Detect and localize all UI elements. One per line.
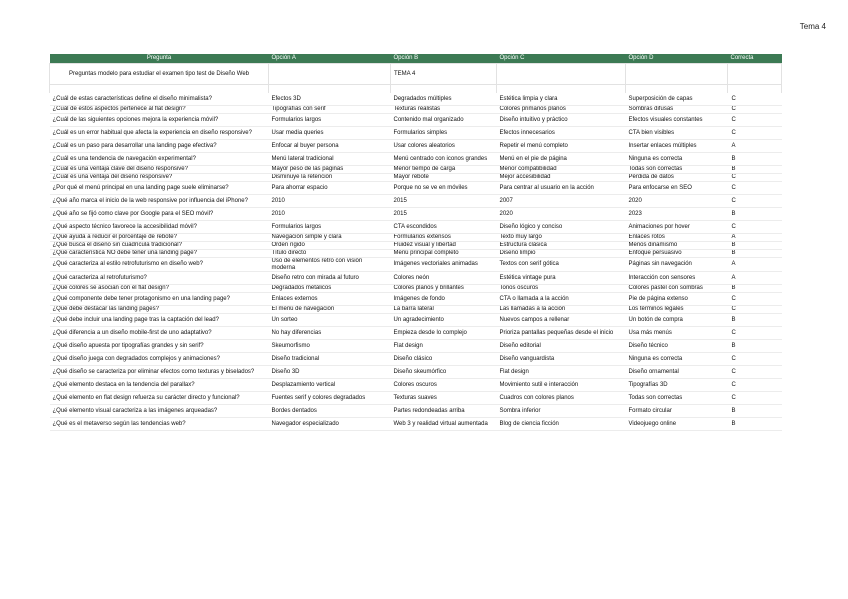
table-row — [50, 140, 782, 153]
option-b-cell: Empieza desde lo complejo — [391, 327, 497, 340]
option-a-cell: Título directo — [269, 250, 391, 258]
option-a-cell: El menú de navegación — [269, 306, 391, 314]
option-b-cell: Texturas suaves — [391, 392, 497, 405]
option-d-cell: Usa más menús — [626, 327, 728, 340]
option-a-cell: Formularios largos — [269, 114, 391, 127]
option-d-cell: CTA bien visibles — [626, 127, 728, 140]
option-c-cell: Diseño lógico y conciso — [497, 221, 626, 234]
table-row — [50, 340, 782, 353]
option-d-cell: Formato circular — [626, 405, 728, 418]
option-a-cell: Navegador especializado — [269, 418, 391, 431]
option-a-cell: Skeumorfismo — [269, 340, 391, 353]
option-b-cell: Formularios extensos — [391, 234, 497, 242]
option-b-cell: Menú principal completo — [391, 250, 497, 258]
question-cell: ¿Qué diseño se caracteriza por eliminar efectos como texturas y biselados? — [50, 366, 269, 379]
meta-row — [50, 64, 782, 85]
question-cell: ¿Qué ayuda a reducir el porcentaje de rebote? — [50, 234, 269, 242]
option-c-cell: CTA o llamada a la acción — [497, 293, 626, 306]
option-d-cell: Ninguna es correcta — [626, 353, 728, 366]
option-d-cell: Todas son correctas — [626, 166, 728, 174]
table-row — [50, 153, 782, 166]
option-d-cell: Sombras difusas — [626, 106, 728, 114]
question-cell: ¿Cuál es una ventaja clave del diseño responsive? — [50, 166, 269, 174]
question-cell: ¿Por qué el menú principal en una landing page suele eliminarse? — [50, 182, 269, 195]
option-a-cell: Diseño 3D — [269, 366, 391, 379]
correct-answer-cell: B — [728, 242, 782, 250]
table-row — [50, 272, 782, 285]
question-cell: ¿Cuál es una ventaja del diseño responsive? — [50, 174, 269, 182]
option-b-cell: Formularios simples — [391, 127, 497, 140]
correct-answer-cell: C — [728, 392, 782, 405]
option-a-cell: Desplazamiento vertical — [269, 379, 391, 392]
table-row — [50, 379, 782, 392]
table-row — [50, 106, 782, 114]
column-header-option-d: Opción D — [626, 54, 728, 64]
table-row — [50, 293, 782, 306]
option-c-cell: Para centrar al usuario en la acción — [497, 182, 626, 195]
option-c-cell: Sombra inferior — [497, 405, 626, 418]
table-row — [50, 234, 782, 242]
correct-answer-cell: C — [728, 221, 782, 234]
correct-answer-cell: C — [728, 195, 782, 208]
table-row — [50, 195, 782, 208]
option-d-cell: Menos dinamismo — [626, 242, 728, 250]
option-a-cell: Usar media queries — [269, 127, 391, 140]
option-b-cell: Imágenes de fondo — [391, 293, 497, 306]
option-a-cell: Navegación simple y clara — [269, 234, 391, 242]
table-row — [50, 258, 782, 272]
correct-answer-cell: A — [728, 258, 782, 272]
option-a-cell: Diseño retro con mirada al futuro — [269, 272, 391, 285]
questions-table — [49, 54, 782, 431]
option-c-cell: Menor compatibilidad — [497, 166, 626, 174]
table-row — [50, 221, 782, 234]
correct-answer-cell: C — [728, 106, 782, 114]
option-a-cell: Diseño tradicional — [269, 353, 391, 366]
option-c-cell: Flat design — [497, 366, 626, 379]
questions-body — [50, 93, 782, 431]
question-cell: ¿Qué debe destacar las landing pages? — [50, 306, 269, 314]
option-b-cell: Web 3 y realidad virtual aumentada — [391, 418, 497, 431]
option-b-cell: 2015 — [391, 208, 497, 221]
option-b-cell: Un agradecimiento — [391, 314, 497, 327]
table-row — [50, 306, 782, 314]
option-a-cell: No hay diferencias — [269, 327, 391, 340]
table-row — [50, 127, 782, 140]
option-b-cell: Colores oscuros — [391, 379, 497, 392]
option-c-cell: 2007 — [497, 195, 626, 208]
option-d-cell: Páginas sin navegación — [626, 258, 728, 272]
option-c-cell: Colores primarios planos — [497, 106, 626, 114]
option-d-cell: Animaciones por hover — [626, 221, 728, 234]
correct-answer-cell: A — [728, 272, 782, 285]
correct-answer-cell: C — [728, 327, 782, 340]
column-header-row — [50, 54, 782, 64]
correct-answer-cell: C — [728, 379, 782, 392]
option-c-cell: Mejor accesibilidad — [497, 174, 626, 182]
option-c-cell: Tonos oscuros — [497, 285, 626, 293]
table-row — [50, 114, 782, 127]
option-c-cell: Diseño vanguardista — [497, 353, 626, 366]
option-c-cell: Texto muy largo — [497, 234, 626, 242]
option-b-cell: Usar colores aleatorios — [391, 140, 497, 153]
correct-answer-cell: C — [728, 366, 782, 379]
table-row — [50, 353, 782, 366]
option-a-cell: Un sorteo — [269, 314, 391, 327]
option-a-cell: Menú lateral tradicional — [269, 153, 391, 166]
option-c-cell: Las llamadas a la acción — [497, 306, 626, 314]
question-sheet — [49, 54, 781, 431]
question-cell: ¿Qué diseño juega con degradados complejos y animaciones? — [50, 353, 269, 366]
option-d-cell: Tipografías 3D — [626, 379, 728, 392]
option-d-cell: Interacción con sensores — [626, 272, 728, 285]
option-a-cell: Fuentes serif y colores degradados — [269, 392, 391, 405]
option-b-cell: Degradados múltiples — [391, 93, 497, 106]
table-row — [50, 242, 782, 250]
option-d-cell: Ninguna es correcta — [626, 153, 728, 166]
tema-label: TEMA 4 — [391, 64, 497, 85]
option-a-cell: Enlaces externos — [269, 293, 391, 306]
question-cell: ¿Qué caracteriza al retrofuturismo? — [50, 272, 269, 285]
option-c-cell: Efectos innecesarios — [497, 127, 626, 140]
table-row — [50, 418, 782, 431]
question-cell: ¿Qué característica NO debe tener una landing page? — [50, 250, 269, 258]
question-cell: ¿Qué es el metaverso según las tendencias web? — [50, 418, 269, 431]
table-row — [50, 405, 782, 418]
table-row — [50, 182, 782, 195]
option-c-cell: Estética vintage pura — [497, 272, 626, 285]
option-c-cell: Diseño intuitivo y práctico — [497, 114, 626, 127]
option-b-cell: Fluidez visual y libertad — [391, 242, 497, 250]
question-cell: ¿Qué año marca el inicio de la web responsive por influencia del iPhone? — [50, 195, 269, 208]
correct-answer-cell: B — [728, 405, 782, 418]
correct-answer-cell: C — [728, 306, 782, 314]
option-d-cell: Enfoque persuasivo — [626, 250, 728, 258]
option-a-cell: Enfocar al buyer persona — [269, 140, 391, 153]
option-d-cell: Pérdida de datos — [626, 174, 728, 182]
option-a-cell: 2010 — [269, 208, 391, 221]
question-cell: ¿Cuál de estos aspectos pertenece al flat design? — [50, 106, 269, 114]
option-b-cell: La barra lateral — [391, 306, 497, 314]
table-row — [50, 327, 782, 340]
column-header-option-c: Opción C — [497, 54, 626, 64]
option-d-cell: Todas son correctas — [626, 392, 728, 405]
option-d-cell: Pie de página extenso — [626, 293, 728, 306]
option-c-cell: Prioriza pantallas pequeñas desde el inicio — [497, 327, 626, 340]
option-a-cell: Mayor peso de las páginas — [269, 166, 391, 174]
page-header: Tema 4 — [799, 22, 826, 31]
correct-answer-cell: B — [728, 340, 782, 353]
option-d-cell: Enlaces rotos — [626, 234, 728, 242]
option-c-cell: Estética limpia y clara — [497, 93, 626, 106]
table-row — [50, 208, 782, 221]
option-a-cell: Formularios largos — [269, 221, 391, 234]
question-cell: ¿Qué diseño apuesta por tipografías grandes y sin serif? — [50, 340, 269, 353]
option-b-cell: Contenido mal organizado — [391, 114, 497, 127]
question-cell: ¿Cuál es un error habitual que afecta la experiencia en diseño responsive? — [50, 127, 269, 140]
question-cell: ¿Qué diferencia a un diseño mobile-first de uno adaptativo? — [50, 327, 269, 340]
option-d-cell: Un botón de compra — [626, 314, 728, 327]
option-d-cell: Para enfocarse en SEO — [626, 182, 728, 195]
option-b-cell: Colores planos y brillantes — [391, 285, 497, 293]
correct-answer-cell: A — [728, 234, 782, 242]
question-cell: ¿Qué caracteriza al estilo retrofuturismo en diseño web? — [50, 258, 269, 272]
option-c-cell: 2020 — [497, 208, 626, 221]
option-a-cell: Para ahorrar espacio — [269, 182, 391, 195]
option-c-cell: Diseño editorial — [497, 340, 626, 353]
option-c-cell: Movimiento sutil e interacción — [497, 379, 626, 392]
question-cell: ¿Qué elemento visual caracteriza a las imágenes arqueadas? — [50, 405, 269, 418]
table-row — [50, 392, 782, 405]
option-d-cell: Superposición de capas — [626, 93, 728, 106]
correct-answer-cell: C — [728, 293, 782, 306]
option-b-cell: Partes redondeadas arriba — [391, 405, 497, 418]
option-b-cell: Mayor rebote — [391, 174, 497, 182]
option-b-cell: Menor tiempo de carga — [391, 166, 497, 174]
question-cell: ¿Qué elemento en flat design refuerza su carácter directo y funcional? — [50, 392, 269, 405]
table-row — [50, 366, 782, 379]
option-b-cell: Diseño clásico — [391, 353, 497, 366]
column-header-option-a: Opción A — [269, 54, 391, 64]
option-b-cell: Porque no se ve en móviles — [391, 182, 497, 195]
table-row — [50, 250, 782, 258]
option-a-cell: Uso de elementos retro con visión moderna — [269, 258, 391, 272]
option-c-cell: Estructura clásica — [497, 242, 626, 250]
option-c-cell: Blog de ciencia ficción — [497, 418, 626, 431]
correct-answer-cell: C — [728, 114, 782, 127]
table-row — [50, 174, 782, 182]
correct-answer-cell: C — [728, 353, 782, 366]
option-c-cell: Cuadros con colores planos — [497, 392, 626, 405]
table-row — [50, 285, 782, 293]
option-a-cell: Orden rígido — [269, 242, 391, 250]
question-cell: ¿Cuál es un paso para desarrollar una landing page efectiva? — [50, 140, 269, 153]
column-header-option-b: Opción B — [391, 54, 497, 64]
option-a-cell: Degradados metálicos — [269, 285, 391, 293]
question-cell: ¿Qué colores se asocian con el flat design? — [50, 285, 269, 293]
question-cell: ¿Qué debe incluir una landing page tras la captación del lead? — [50, 314, 269, 327]
option-c-cell: Diseño limpio — [497, 250, 626, 258]
question-cell: ¿Cuál es una tendencia de navegación experimental? — [50, 153, 269, 166]
correct-answer-cell: B — [728, 208, 782, 221]
correct-answer-cell: B — [728, 314, 782, 327]
option-b-cell: Colores neón — [391, 272, 497, 285]
question-cell: ¿Cuál de las siguientes opciones mejora la experiencia móvil? — [50, 114, 269, 127]
option-a-cell: 2010 — [269, 195, 391, 208]
option-d-cell: Diseño ornamental — [626, 366, 728, 379]
correct-answer-cell: B — [728, 153, 782, 166]
option-b-cell: CTA escondidos — [391, 221, 497, 234]
option-b-cell: Imágenes vectoriales animadas — [391, 258, 497, 272]
option-d-cell: Colores pastel con sombras — [626, 285, 728, 293]
option-c-cell: Textos con serif gótica — [497, 258, 626, 272]
option-a-cell: Tipografías con serif — [269, 106, 391, 114]
question-cell: ¿Qué aspecto técnico favorece la accesibilidad móvil? — [50, 221, 269, 234]
correct-answer-cell: B — [728, 418, 782, 431]
option-b-cell: Texturas realistas — [391, 106, 497, 114]
table-row — [50, 166, 782, 174]
option-a-cell: Disminuye la retención — [269, 174, 391, 182]
question-cell: ¿Qué componente debe tener protagonismo en una landing page? — [50, 293, 269, 306]
option-d-cell: Insertar enlaces múltiples — [626, 140, 728, 153]
question-cell: ¿Cuál de estas características define el diseño minimalista? — [50, 93, 269, 106]
correct-answer-cell: B — [728, 285, 782, 293]
column-header-correct: Correcta — [728, 54, 782, 64]
option-d-cell: Efectos visuales constantes — [626, 114, 728, 127]
option-b-cell: 2015 — [391, 195, 497, 208]
correct-answer-cell: A — [728, 140, 782, 153]
option-c-cell: Repetir el menú completo — [497, 140, 626, 153]
option-d-cell: Videojuego online — [626, 418, 728, 431]
option-d-cell: 2020 — [626, 195, 728, 208]
option-b-cell: Diseño skeumórfico — [391, 366, 497, 379]
correct-answer-cell: B — [728, 250, 782, 258]
option-b-cell: Flat design — [391, 340, 497, 353]
correct-answer-cell: C — [728, 182, 782, 195]
question-cell: ¿Qué busca el diseño sin cuadrícula tradicional? — [50, 242, 269, 250]
question-cell: ¿Qué elemento destaca en la tendencia del parallax? — [50, 379, 269, 392]
option-a-cell: Bordes dentados — [269, 405, 391, 418]
correct-answer-cell: C — [728, 127, 782, 140]
correct-answer-cell: B — [728, 166, 782, 174]
correct-answer-cell: C — [728, 93, 782, 106]
option-d-cell: Los términos legales — [626, 306, 728, 314]
table-row — [50, 93, 782, 106]
table-row — [50, 314, 782, 327]
sheet-title: Preguntas modelo para estudiar el examen tipo test de Diseño Web — [50, 64, 269, 85]
question-cell: ¿Qué año se fijó como clave por Google para el SEO móvil? — [50, 208, 269, 221]
column-header-question: Pregunta — [50, 54, 269, 64]
option-a-cell: Efectos 3D — [269, 93, 391, 106]
option-c-cell: Menú en el pie de página — [497, 153, 626, 166]
option-c-cell: Nuevos campos a rellenar — [497, 314, 626, 327]
option-b-cell: Menú centrado con iconos grandes — [391, 153, 497, 166]
correct-answer-cell: C — [728, 174, 782, 182]
option-d-cell: Diseño técnico — [626, 340, 728, 353]
option-d-cell: 2023 — [626, 208, 728, 221]
